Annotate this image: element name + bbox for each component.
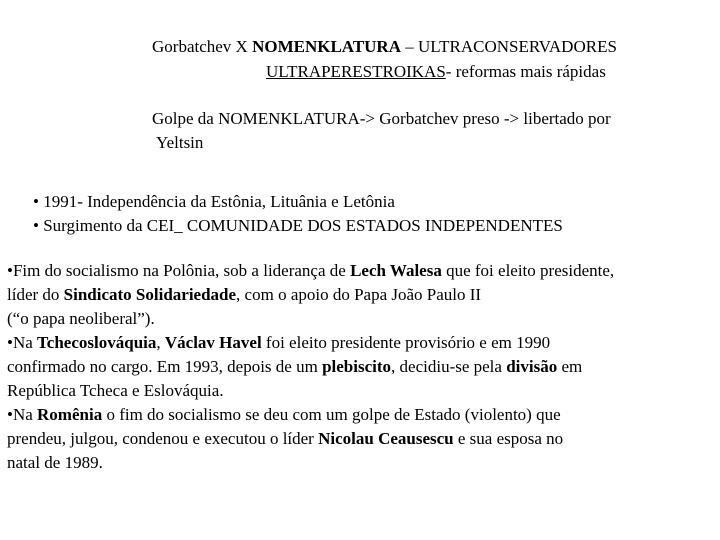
- plebiscito: plebiscito: [322, 357, 392, 376]
- nicolau-ceausescu: Nicolau Ceausescu: [318, 429, 454, 448]
- romenia-line-2: [7, 427, 563, 451]
- polonia-text-c: que foi eleito presidente,: [441, 261, 615, 280]
- romenia-text-c: o fim do socialismo se deu com um golpe de Estado (violento) que: [102, 405, 561, 424]
- polonia-text-a: •Fim do socialismo na Polônia, sob a liderança de: [7, 261, 351, 280]
- tchecoslovaquia-line-2: [7, 355, 582, 379]
- romenia: Romênia: [37, 405, 103, 424]
- tchecoslovaquia-line-1: [7, 331, 550, 355]
- romenia-line-1: [7, 403, 561, 427]
- bullet-independencia: • 1991- Independência da Estônia, Lituânia e Letônia: [33, 192, 395, 211]
- bullet-cei: • Surgimento da CEI_ COMUNIDADE DOS ESTADOS INDEPENDENTES: [33, 216, 563, 235]
- header-gorbatchev: Gorbatchev X: [152, 37, 253, 56]
- header-ultraconservadores: – ULTRACONSERVADORES: [401, 37, 617, 56]
- tcheco-text-f: confirmado no cargo. Em 1993, depois de um: [7, 357, 323, 376]
- header-nomenklatura: NOMENKLATURA: [252, 37, 401, 56]
- polonia-line-1: [7, 259, 614, 283]
- divisao: divisão: [506, 357, 558, 376]
- tcheco-text-g: , decidiu-se pela: [391, 357, 507, 376]
- header-reformas: - reformas mais rápidas: [445, 62, 606, 81]
- tcheco-text-c: ,: [156, 333, 165, 352]
- golpe-line-2: Yeltsin: [156, 133, 204, 152]
- golpe-line-1: Golpe da NOMENKLATURA-> Gorbatchev preso -> libertado por: [152, 109, 611, 128]
- sindicato-solidariedade: Sindicato Solidariedade: [63, 285, 237, 304]
- romenia-text-e: e sua esposa no: [453, 429, 564, 448]
- header-line-2: [266, 60, 606, 84]
- lech-walesa: Lech Walesa: [350, 261, 442, 280]
- polonia-text-d: líder do: [7, 285, 64, 304]
- tcheco-text-e: foi eleito presidente provisório e em 1990: [261, 333, 551, 352]
- header-ultraperestroikas: ULTRAPERESTROIKAS: [266, 62, 446, 81]
- polonia-line-3: (“o papa neoliberal”).: [7, 309, 155, 328]
- vaclav-havel: Václav Havel: [164, 333, 262, 352]
- polonia-line-2: [7, 283, 481, 307]
- tcheco-text-a: •Na: [7, 333, 38, 352]
- romenia-text-a: •Na: [7, 405, 38, 424]
- polonia-text-e: , com o apoio do Papa João Paulo II: [236, 285, 482, 304]
- tchecoslovaquia-line-3: República Tcheca e Eslováquia.: [7, 381, 224, 400]
- romenia-text-d: prendeu, julgou, condenou e executou o líder: [7, 429, 319, 448]
- tchecoslovaquia: Tchecoslováquia: [37, 333, 157, 352]
- tcheco-text-h: em: [557, 357, 583, 376]
- header-line-1: [152, 35, 617, 59]
- romenia-line-3: natal de 1989.: [7, 453, 103, 472]
